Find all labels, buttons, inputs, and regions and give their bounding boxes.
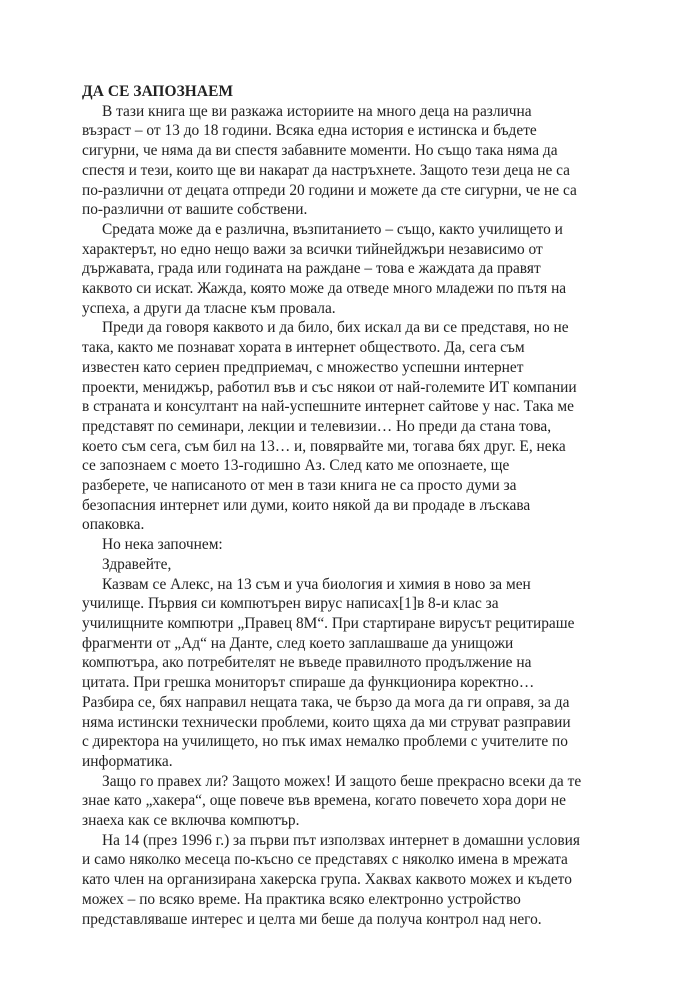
paragraph-greeting: Здравейте,	[102, 555, 172, 573]
section-heading: ДА СЕ ЗАПОЗНАЕМ	[82, 83, 234, 100]
paragraph-self-introduction: Преди да говоря каквото и да било, бих искал да ви се представя, но не така, както ме познават хората в интернет обществото. Да, сега съм известен като сериен предприемач, с множество успешни интернет проекти, мениджър, работил във и със някои от най-големите ИТ компании в страната и консултант на най-успешните интернет сайтове у нас. Така ме представят по семинари, лекции и телевизии… Но преди да стана това, което съм сега, съм бил на 13… и, повярвайте ми, тогава бях друг. Е, нека се запознаем с моето 13-годишно Аз. След като ме опознаете, ще разберете, че написаното от мен в тази книга не са просто думи за безопасния интернет или думи, които някой да ви продаде в лъскава опаковка.	[82, 319, 577, 534]
paragraph-environment: Средата може да е различна, възпитанието – също, както училището и характерът, но едно нещо важи за всички тийнейджъри независимо от държавата, града или годината на раждане – това е жаждата да правят каквото си искат. Жажда, която може да отведе много младежи по пътя на успеха, а други да тласне към провала.	[82, 220, 567, 317]
paragraph-why: Защо го правех ли? Защото можех! И защото беше прекрасно всеки да те знае като „хакера“, още повече във времена, когато повечето хора дори не знаеха как се включва компютър.	[82, 772, 582, 830]
paragraph-alex-story: Казвам се Алекс, на 13 съм и уча биология и химия в ново за мен училище. Първия си компютърен вирус написах[1]в 8-и клас за училищните компютри „Правец 8М“. При стартиране вирусът рецитираше фрагменти от „Ад“ на Данте, след което заплашваше да унищожи компютъра, ако потребителят не въведе правилното продължение на цитата. При грешка мониторът спираше да функционира коректно… Разбира се, бях направил нещата така, че бързо да мога да ги оправя, за да няма истински технически проблеми, които щяха да ми струват разправии с директора на училището, но пък имах немалко проблеми с учителите по информатика.	[82, 575, 575, 770]
paragraph-lets-begin: Но нека започнем:	[102, 536, 223, 554]
paragraph-internet-1996: На 14 (през 1996 г.) за първи път използвах интернет в домашни условия и само няколко месеца по-късно се представях с няколко имена в мрежата като член на организирана хакерска група. Хаквах каквото можех и където можех – по всяко време. На практика всяко електронно устройство представляваше интерес и целта ми беше да получа контрол над него.	[82, 831, 580, 928]
document-body	[82, 82, 630, 929]
paragraph-intro: В тази книга ще ви разкажа историите на много деца на различна възраст – от 13 до 18 години. Всяка една история е истинска и бъдете сигурни, че няма да ви спестя забавните моменти. Но също така няма да спестя и тези, които ще ви накарат да настръхнете. Защото тези деца не са по-различни от децата отпреди 20 години и можете да сте сигурни, че не са по-различни от вашите собствени.	[82, 102, 577, 219]
